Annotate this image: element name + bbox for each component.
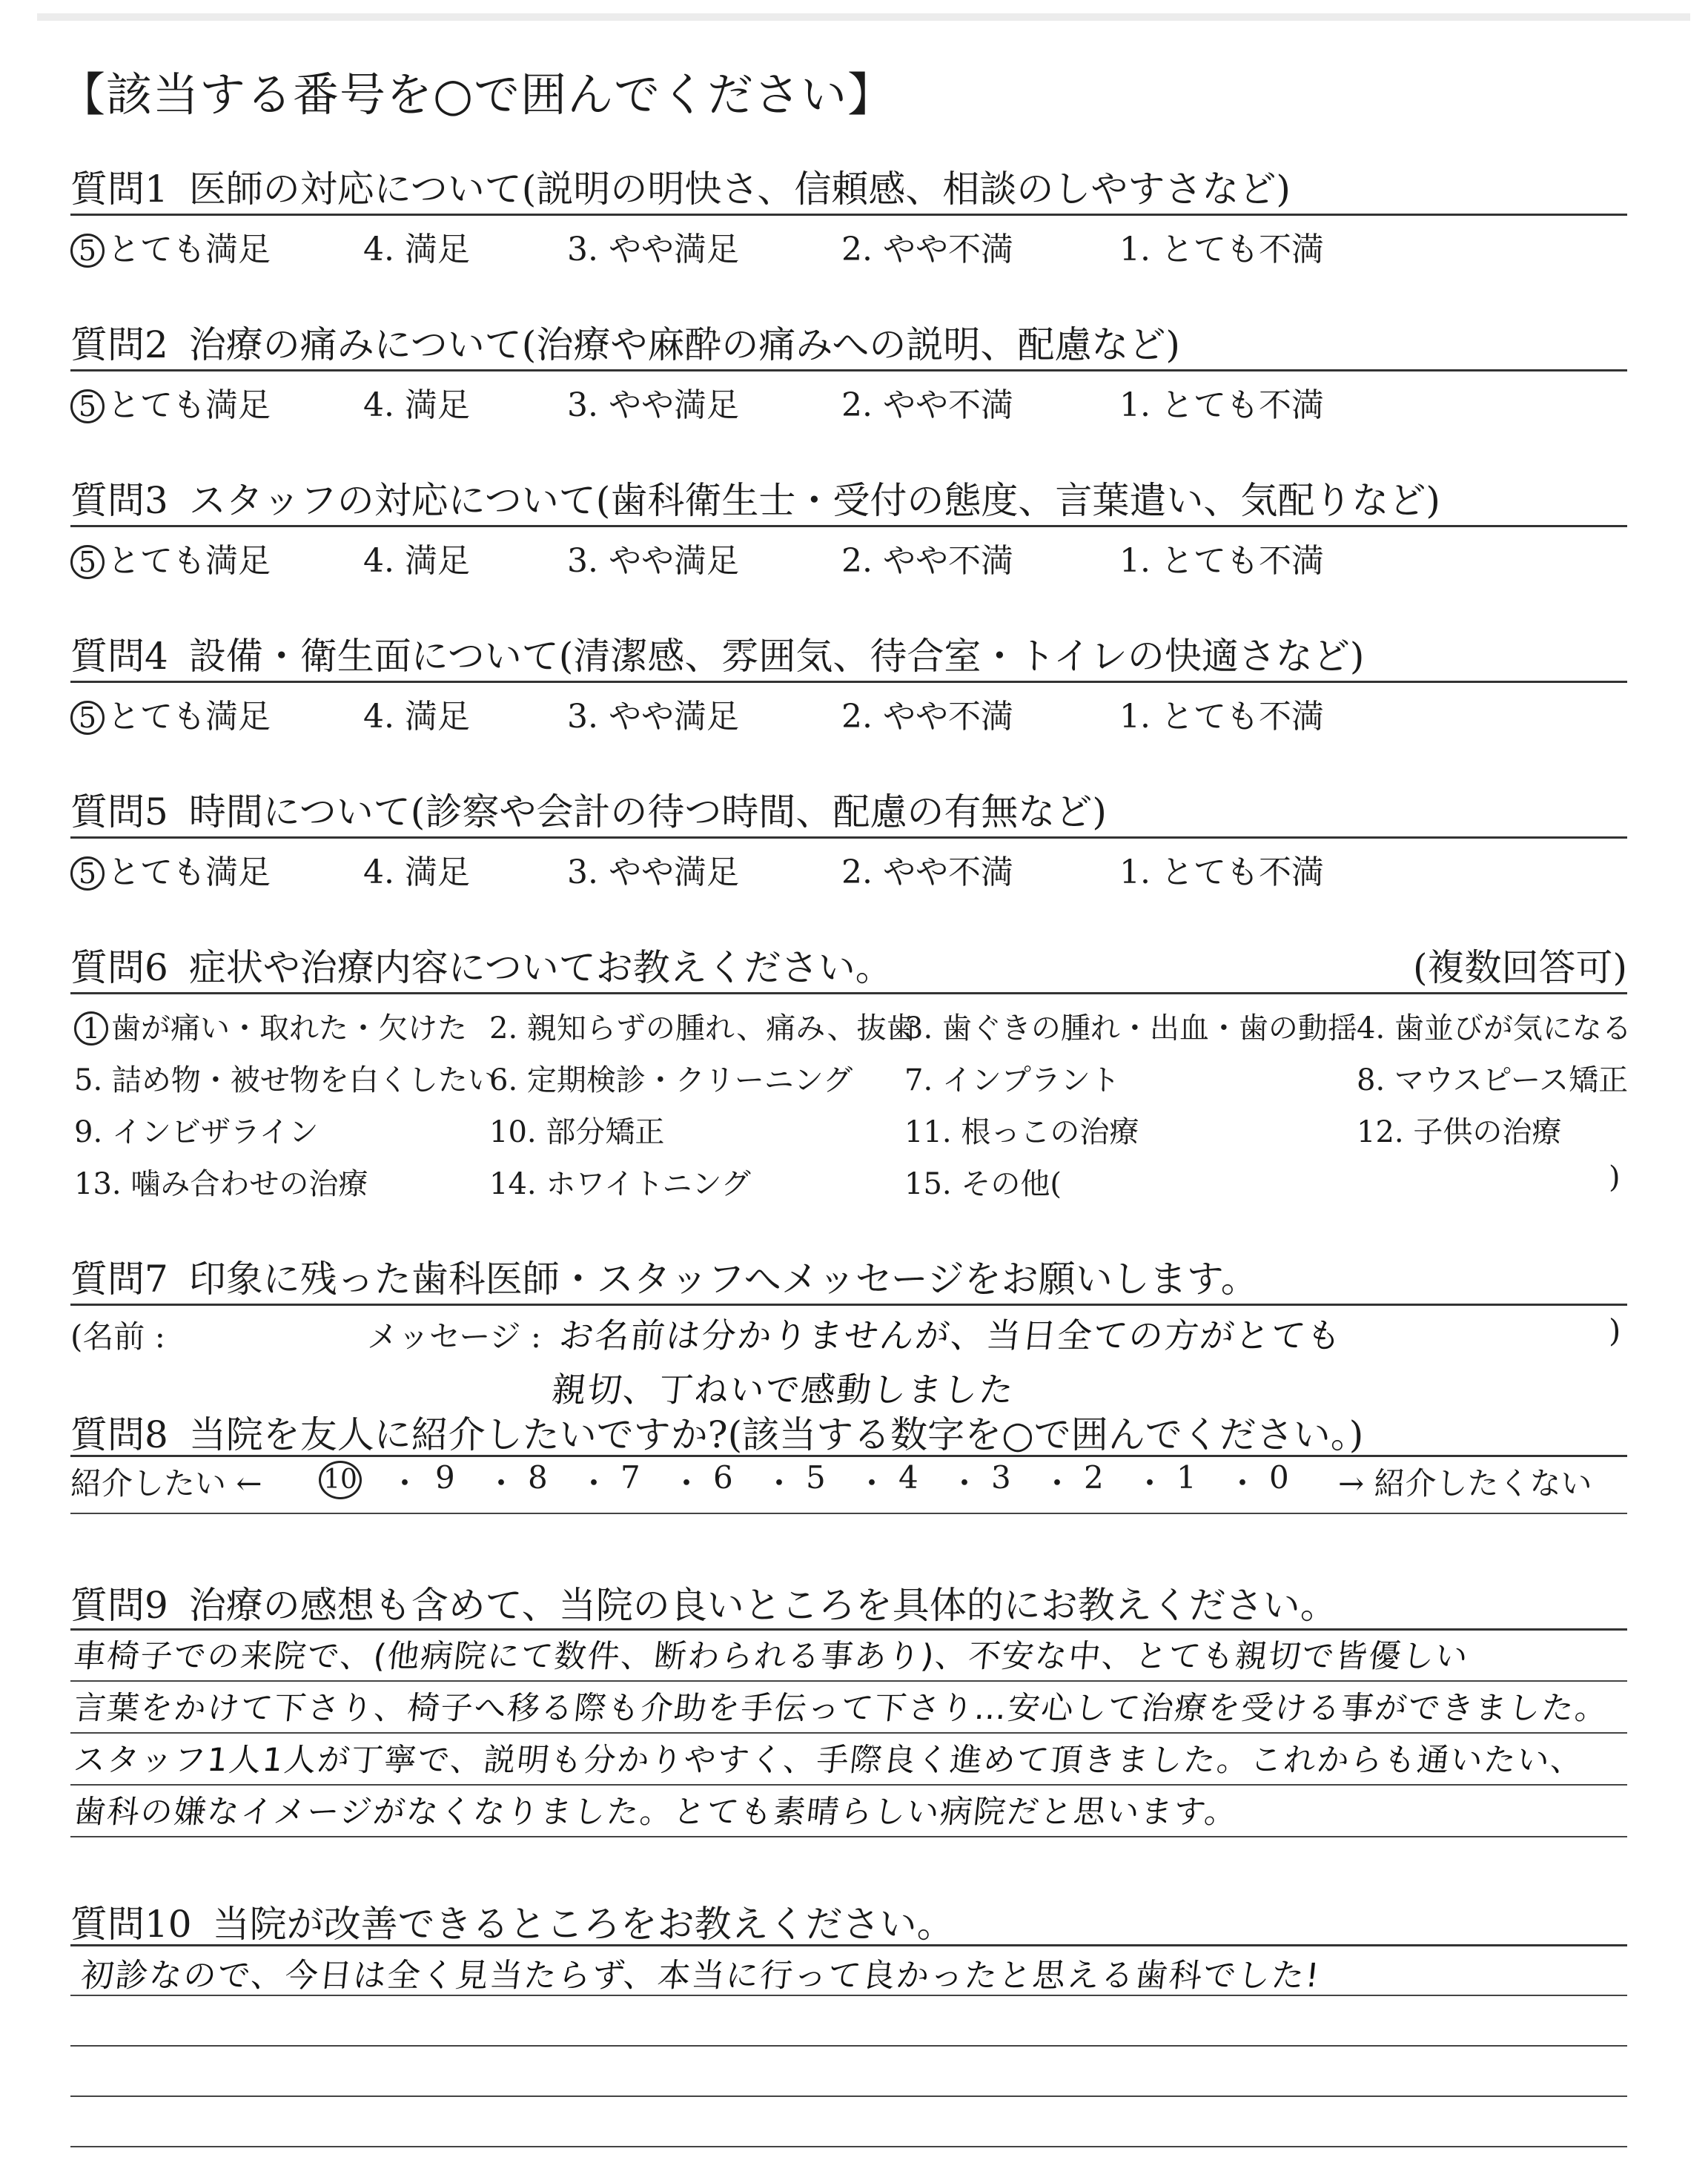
rating-option-4[interactable]: 4. 満足 [363, 853, 470, 891]
question-label: 質問3 [70, 479, 168, 522]
rating-option-2[interactable]: 2. やや不満 [841, 853, 1013, 891]
treatment-option[interactable]: 7. インプラント [904, 1063, 1120, 1097]
rating-option-1[interactable]: 1. とても不満 [1119, 231, 1324, 268]
rating-option-5-selected[interactable]: 5 とても満足 [70, 222, 271, 270]
name-label: (名前 : [70, 1318, 165, 1355]
question-rule [70, 525, 1627, 527]
rating-options [70, 690, 1553, 734]
rating-option-3[interactable]: 3. やや満足 [567, 853, 739, 891]
question-9 [70, 1576, 1337, 1629]
scale-value-selected[interactable] [319, 1459, 365, 1499]
rating-option-4[interactable]: 4. 満足 [363, 698, 470, 736]
scale-value[interactable]: 1 [1176, 1459, 1196, 1496]
question-rule [70, 1944, 1627, 1946]
question-label: 質問1 [70, 168, 168, 211]
treatment-options [74, 1005, 1631, 1205]
question-2 [70, 315, 1180, 369]
question-rule [70, 836, 1627, 839]
selection-circle: 1 [74, 1011, 108, 1046]
handwritten-answer-line-2: 言葉をかけて下さり、椅子へ移る際も介助を手伝って下さり…安心して治療を受ける事ができました。 [72, 1690, 1611, 1727]
question-3 [70, 471, 1440, 524]
rating-option-5-selected[interactable]: 5 とても満足 [70, 534, 271, 581]
question-1 [70, 159, 1291, 213]
answer-line [70, 1995, 1627, 1996]
question-5 [70, 782, 1107, 836]
question-text: 治療の痛みについて(治療や麻酔の痛みへの説明、配慮など) [188, 323, 1180, 366]
question-label: 質問5 [70, 790, 168, 833]
message-close-paren: ) [1609, 1312, 1621, 1349]
scale-left-label: 紹介したい ← [70, 1465, 262, 1502]
scale-value[interactable]: 0 [1269, 1459, 1289, 1496]
question-text: 医師の対応について(説明の明快さ、信頼感、相談のしやすさなど) [188, 168, 1291, 211]
treatment-option[interactable]: 6. 定期検診・クリーニング [489, 1063, 853, 1097]
multiple-answer-note: (複数回答可) [1412, 946, 1627, 989]
question-text: 印象に残った歯科医師・スタッフへメッセージをお願いします。 [188, 1258, 1258, 1301]
handwritten-answer-line-4: 歯科の嫌なイメージがなくなりました。とても素晴らしい病院だと思います。 [72, 1794, 1240, 1831]
treatment-option[interactable]: 3. 歯ぐきの腫れ・出血・歯の動揺 [904, 1011, 1357, 1046]
question-rule [70, 214, 1627, 216]
scale-value[interactable]: 5 [806, 1459, 826, 1496]
selection-circle: 5 [70, 701, 105, 735]
treatment-option[interactable]: 2. 親知らずの腫れ、痛み、抜歯 [489, 1011, 916, 1046]
handwritten-message-line-2: 親切、丁ねいで感動しました [549, 1370, 1017, 1410]
treatment-option[interactable]: 12. 子供の治療 [1357, 1115, 1562, 1149]
question-label: 質問4 [70, 635, 168, 678]
rating-option-2[interactable]: 2. やや不満 [841, 698, 1013, 736]
question-7 [70, 1249, 1258, 1303]
other-close-paren: ) [1609, 1160, 1621, 1195]
rating-option-4[interactable]: 4. 満足 [363, 542, 470, 580]
question-6 [70, 938, 1627, 991]
selection-circle: 10 [319, 1461, 362, 1499]
handwritten-answer-line-1: 初診なので、今日は全く見当たらず、本当に行って良かったと思える歯科でした! [79, 1957, 1323, 1995]
handwritten-answer-line-1: 車椅子での来院で、(他病院にて数件、断わられる事あり)、不安な中、とても親切で皆優しい [72, 1638, 1471, 1675]
selection-circle: 5 [70, 389, 105, 423]
scale-right-label: → 紹介したくない [1338, 1465, 1592, 1502]
rating-option-2[interactable]: 2. やや不満 [841, 542, 1013, 580]
answer-line [70, 2045, 1627, 2047]
rating-option-1[interactable]: 1. とても不満 [1119, 542, 1324, 580]
selection-circle: 5 [70, 234, 105, 268]
handwritten-message-line-1: お名前は分かりませんが、当日全ての方がとても [557, 1315, 1345, 1355]
treatment-option[interactable]: 5. 詰め物・被せ物を白くしたい [74, 1063, 497, 1097]
treatment-option[interactable]: 11. 根っこの治療 [904, 1115, 1139, 1149]
selection-circle: 5 [70, 545, 105, 579]
treatment-option[interactable]: 8. マウスピース矯正 [1357, 1063, 1629, 1097]
rating-options [70, 222, 1553, 267]
question-label: 質問2 [70, 323, 168, 366]
answer-line [70, 2095, 1627, 2097]
rating-option-1[interactable]: 1. とても不満 [1119, 853, 1324, 891]
question-text: スタッフの対応について(歯科衛生士・受付の態度、言葉遣い、気配りなど) [188, 479, 1440, 522]
rating-option-1[interactable]: 1. とても不満 [1119, 386, 1324, 424]
rating-option-4[interactable]: 4. 満足 [363, 386, 470, 424]
question-text: 当院が改善できるところをお教えください。 [212, 1903, 954, 1946]
rating-option-5-selected[interactable]: 5 とても満足 [70, 690, 271, 737]
selection-circle: 5 [70, 856, 105, 891]
question-label: 質問8 [70, 1413, 168, 1456]
scale-value[interactable]: 6 [713, 1459, 733, 1496]
answer-line [70, 1732, 1627, 1734]
rating-option-2[interactable]: 2. やや不満 [841, 386, 1013, 424]
answer-line [70, 1680, 1627, 1682]
question-label: 質問9 [70, 1584, 168, 1627]
rating-option-3[interactable]: 3. やや満足 [567, 386, 739, 424]
instruction-heading: 【該当する番号を○で囲んでください】 [59, 67, 895, 122]
answer-line [70, 1836, 1627, 1837]
question-label: 質問10 [70, 1903, 192, 1946]
scale-value[interactable]: 2 [1084, 1459, 1104, 1496]
scale-value[interactable]: 7 [620, 1459, 640, 1496]
scale-value[interactable]: 9 [435, 1459, 455, 1496]
rating-options [70, 378, 1553, 423]
rating-option-4[interactable]: 4. 満足 [363, 231, 470, 268]
scale-rule [70, 1513, 1627, 1514]
question-rule [70, 992, 1627, 994]
question-rule [70, 1304, 1627, 1306]
treatment-option[interactable]: 14. ホワイトニング [489, 1167, 751, 1201]
question-text: 治療の感想も含めて、当院の良いところを具体的にお教えください。 [188, 1584, 1337, 1627]
answer-line [70, 1784, 1627, 1786]
rating-option-5-selected[interactable]: 5 とても満足 [70, 845, 271, 893]
question-text: 設備・衛生面について(清潔感、雰囲気、待合室・トイレの快適さなど) [188, 635, 1365, 678]
rating-options [70, 534, 1553, 578]
scale-value[interactable]: 8 [528, 1459, 548, 1496]
answer-line [70, 2146, 1627, 2147]
scale-value[interactable]: 3 [991, 1459, 1011, 1496]
message-label: メッセージ : [367, 1318, 541, 1355]
treatment-option[interactable]: 13. 噛み合わせの治療 [74, 1167, 368, 1201]
question-4 [70, 627, 1364, 680]
question-rule [70, 1455, 1627, 1457]
rating-option-1[interactable]: 1. とても不満 [1119, 698, 1324, 736]
rating-options [70, 845, 1553, 890]
treatment-option-other[interactable]: 15. その他( [904, 1167, 1062, 1201]
treatment-option[interactable]: 10. 部分矯正 [489, 1115, 665, 1149]
recommend-scale: 紹介したい ← 10 ・ 9 ・ 8 ・ 7 ・ 6 ・ 5 ・ 4 ・ 3 ・ 2 ・ 1 ・ 0 → 紹介したくない [70, 1459, 1627, 1511]
handwritten-answer-line-3: スタッフ1人1人が丁寧で、説明も分かりやすく、手際良く進めて頂きました。これからも通いたい、 [72, 1742, 1586, 1779]
question-text: 時間について(診察や会計の待つ時間、配慮の有無など) [188, 790, 1107, 833]
rating-option-3[interactable]: 3. やや満足 [567, 231, 739, 268]
question-text: 当院を友人に紹介したいですか?(該当する数字を○で囲んでください。) [188, 1413, 1364, 1456]
treatment-option-1-selected[interactable]: 1 歯が痛い・取れた・欠けた [74, 1005, 467, 1047]
treatment-option[interactable]: 4. 歯並びが気になる [1357, 1011, 1632, 1046]
rating-option-3[interactable]: 3. やや満足 [567, 542, 739, 580]
question-text: 症状や治療内容についてお教えください。 [188, 946, 893, 989]
scale-value[interactable]: 4 [898, 1459, 918, 1496]
question-label: 質問7 [70, 1258, 168, 1301]
question-rule [70, 1628, 1627, 1631]
question-label: 質問6 [70, 946, 168, 989]
question-rule [70, 369, 1627, 371]
scan-top-strip [37, 13, 1690, 21]
question-10 [70, 1895, 954, 1948]
question-8 [70, 1405, 1363, 1459]
treatment-option[interactable]: 9. インビザライン [74, 1115, 319, 1149]
rating-option-3[interactable]: 3. やや満足 [567, 698, 739, 736]
question-rule [70, 681, 1627, 683]
rating-option-5-selected[interactable]: 5 とても満足 [70, 378, 271, 426]
rating-option-2[interactable]: 2. やや不満 [841, 231, 1013, 268]
